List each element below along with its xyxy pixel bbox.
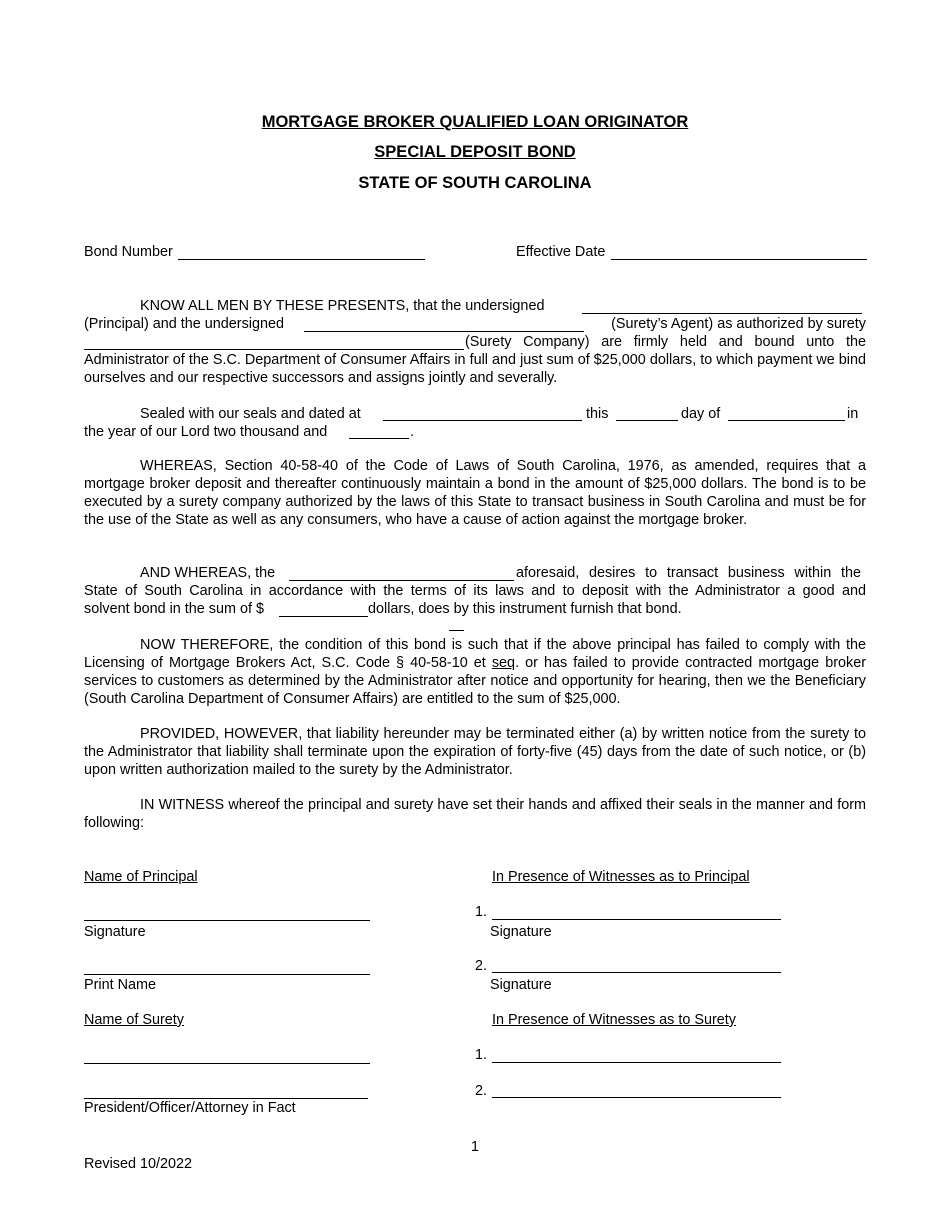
page-number: 1: [471, 1139, 480, 1155]
witness-principal-1-number: 1.: [475, 904, 488, 920]
p4-text-e: dollars, does by this instrument furnish that bond.: [368, 601, 682, 617]
principal-signature-label: Signature: [84, 924, 146, 940]
p2-text-a: Sealed with our seals and dated at: [140, 406, 361, 422]
name-of-surety-label: Name of Surety: [84, 1012, 184, 1028]
p4-text-b-wrap: [516, 564, 861, 582]
effective-date-field[interactable]: [611, 259, 867, 260]
president-officer-label: President/Officer/Attorney in Fact: [84, 1100, 296, 1116]
p5-text-b: . or has failed to provide contracted mortgage broker services to customers as determined by the Administrator after notice and opportunity for hearing, then we the Beneficiary (South Carolina Department of Consumer Affairs) are entitled to the sum of $25,000.: [84, 655, 866, 707]
revised-date: Revised 10/2022: [84, 1156, 193, 1172]
p4-text-a: AND WHEREAS, the: [140, 565, 276, 581]
p7-text: IN WITNESS whereof the principal and surety have set their hands and affixed their seals in the manner and form following:: [84, 797, 866, 831]
p3-text: WHEREAS, Section 40-58-40 of the Code of Laws of South Carolina, 1976, as amended, requires that a mortgage broker deposit and thereafter continuously maintain a bond in the amount of $25,000 dollars. The bond is to be executed by a surety company authorized by the laws of this State to transact business in South Carolina and must be for the use of the State as well as any consumers, who have a cause of action against the mortgage broker.: [84, 458, 866, 528]
effective-date-label: Effective Date: [516, 244, 606, 260]
witness-principal-1-signature-label: Signature: [490, 924, 552, 940]
principal-signature-line[interactable]: [84, 920, 370, 921]
witness-surety-1-line[interactable]: [492, 1062, 781, 1063]
p2-text-f: .: [410, 424, 414, 440]
paragraph-now-therefore: [84, 636, 866, 708]
bond-number-label: Bond Number: [84, 244, 173, 260]
p5-text-a: NOW THEREFORE, the condition of this bond is such that if the above principal has failed to comply with the Licensing of Mortgage Brokers Act, S.C. Code § 40-58-10 et: [84, 637, 866, 671]
p1-line-2b: (Surety’s Agent) as authorized by surety: [611, 316, 866, 332]
p6-text: PROVIDED, HOWEVER, that liability hereunder may be terminated either (a) by written notice from the surety to the Administrator that liability shall terminate upon the expiration of forty-five (45) days from the date of such notice, or (b) upon written authorization mailed to the surety by the Administrator.: [84, 726, 866, 778]
p2-text-d: in: [847, 406, 859, 422]
month-field[interactable]: [728, 420, 845, 421]
witness-principal-1-line[interactable]: [492, 919, 781, 920]
p4-text-b: aforesaid, desires to transact business within the: [516, 565, 861, 581]
p1-line-2a: (Principal) and the undersigned: [84, 316, 284, 332]
p5-text: [84, 636, 866, 708]
witness-surety-2-number: 2.: [475, 1083, 488, 1099]
print-name-label: Print Name: [84, 977, 156, 993]
surety-agent-field[interactable]: [304, 331, 584, 332]
paragraph-provided: [84, 725, 866, 779]
bond-sum-field[interactable]: [279, 616, 368, 617]
witness-principal-2-signature-label: Signature: [490, 977, 552, 993]
p2-text-b: this: [586, 406, 609, 422]
witnesses-surety-label: In Presence of Witnesses as to Surety: [492, 1012, 736, 1028]
p1-remainder: Administrator of the S.C. Department of Consumer Affairs in full and just sum of $25,000 dollars, to which payment we bind ourselves and our respective successors and assigns jointly and severally.: [84, 352, 866, 386]
title-line-3: STATE OF SOUTH CAROLINA: [358, 174, 592, 192]
surety-company-field[interactable]: [84, 349, 464, 350]
witness-surety-2-line[interactable]: [492, 1097, 781, 1098]
title-line-2: SPECIAL DEPOSIT BOND: [374, 143, 576, 161]
witness-principal-2-number: 2.: [475, 958, 488, 974]
witnesses-principal-label: In Presence of Witnesses as to Principal: [492, 869, 750, 885]
p4-text-c: State of South Carolina in accordance with the terms of its laws and to deposit with the Administrator a good and: [84, 583, 866, 599]
paragraph-in-witness: [84, 796, 866, 832]
sealed-at-field[interactable]: [383, 420, 582, 421]
paragraph-whereas: [84, 457, 866, 529]
p4-text-d: solvent bond in the sum of $: [84, 601, 264, 617]
p1-line-3: [465, 333, 866, 351]
p2-text-e: the year of our Lord two thousand and: [84, 424, 328, 440]
principal-print-name-line[interactable]: [84, 974, 370, 975]
p1-line-3-text: (Surety Company) are firmly held and bound unto the: [465, 334, 866, 350]
bond-number-field[interactable]: [178, 259, 425, 260]
title-line-1: MORTGAGE BROKER QUALIFIED LOAN ORIGINATOR: [261, 113, 689, 131]
witness-principal-2-line[interactable]: [492, 972, 781, 973]
divider-mark: [449, 630, 464, 631]
name-of-principal-label: Name of Principal: [84, 869, 198, 885]
principal-name-field[interactable]: [582, 313, 862, 314]
p1-line-4: [84, 351, 866, 387]
p5-seq: seq: [491, 655, 516, 671]
year-field[interactable]: [349, 438, 409, 439]
p2-text-c: day of: [681, 406, 721, 422]
p1-line-1: KNOW ALL MEN BY THESE PRESENTS, that the undersigned: [140, 298, 545, 314]
day-field[interactable]: [616, 420, 678, 421]
and-whereas-field[interactable]: [289, 580, 514, 581]
surety-name-line[interactable]: [84, 1063, 370, 1064]
witness-surety-1-number: 1.: [475, 1047, 488, 1063]
